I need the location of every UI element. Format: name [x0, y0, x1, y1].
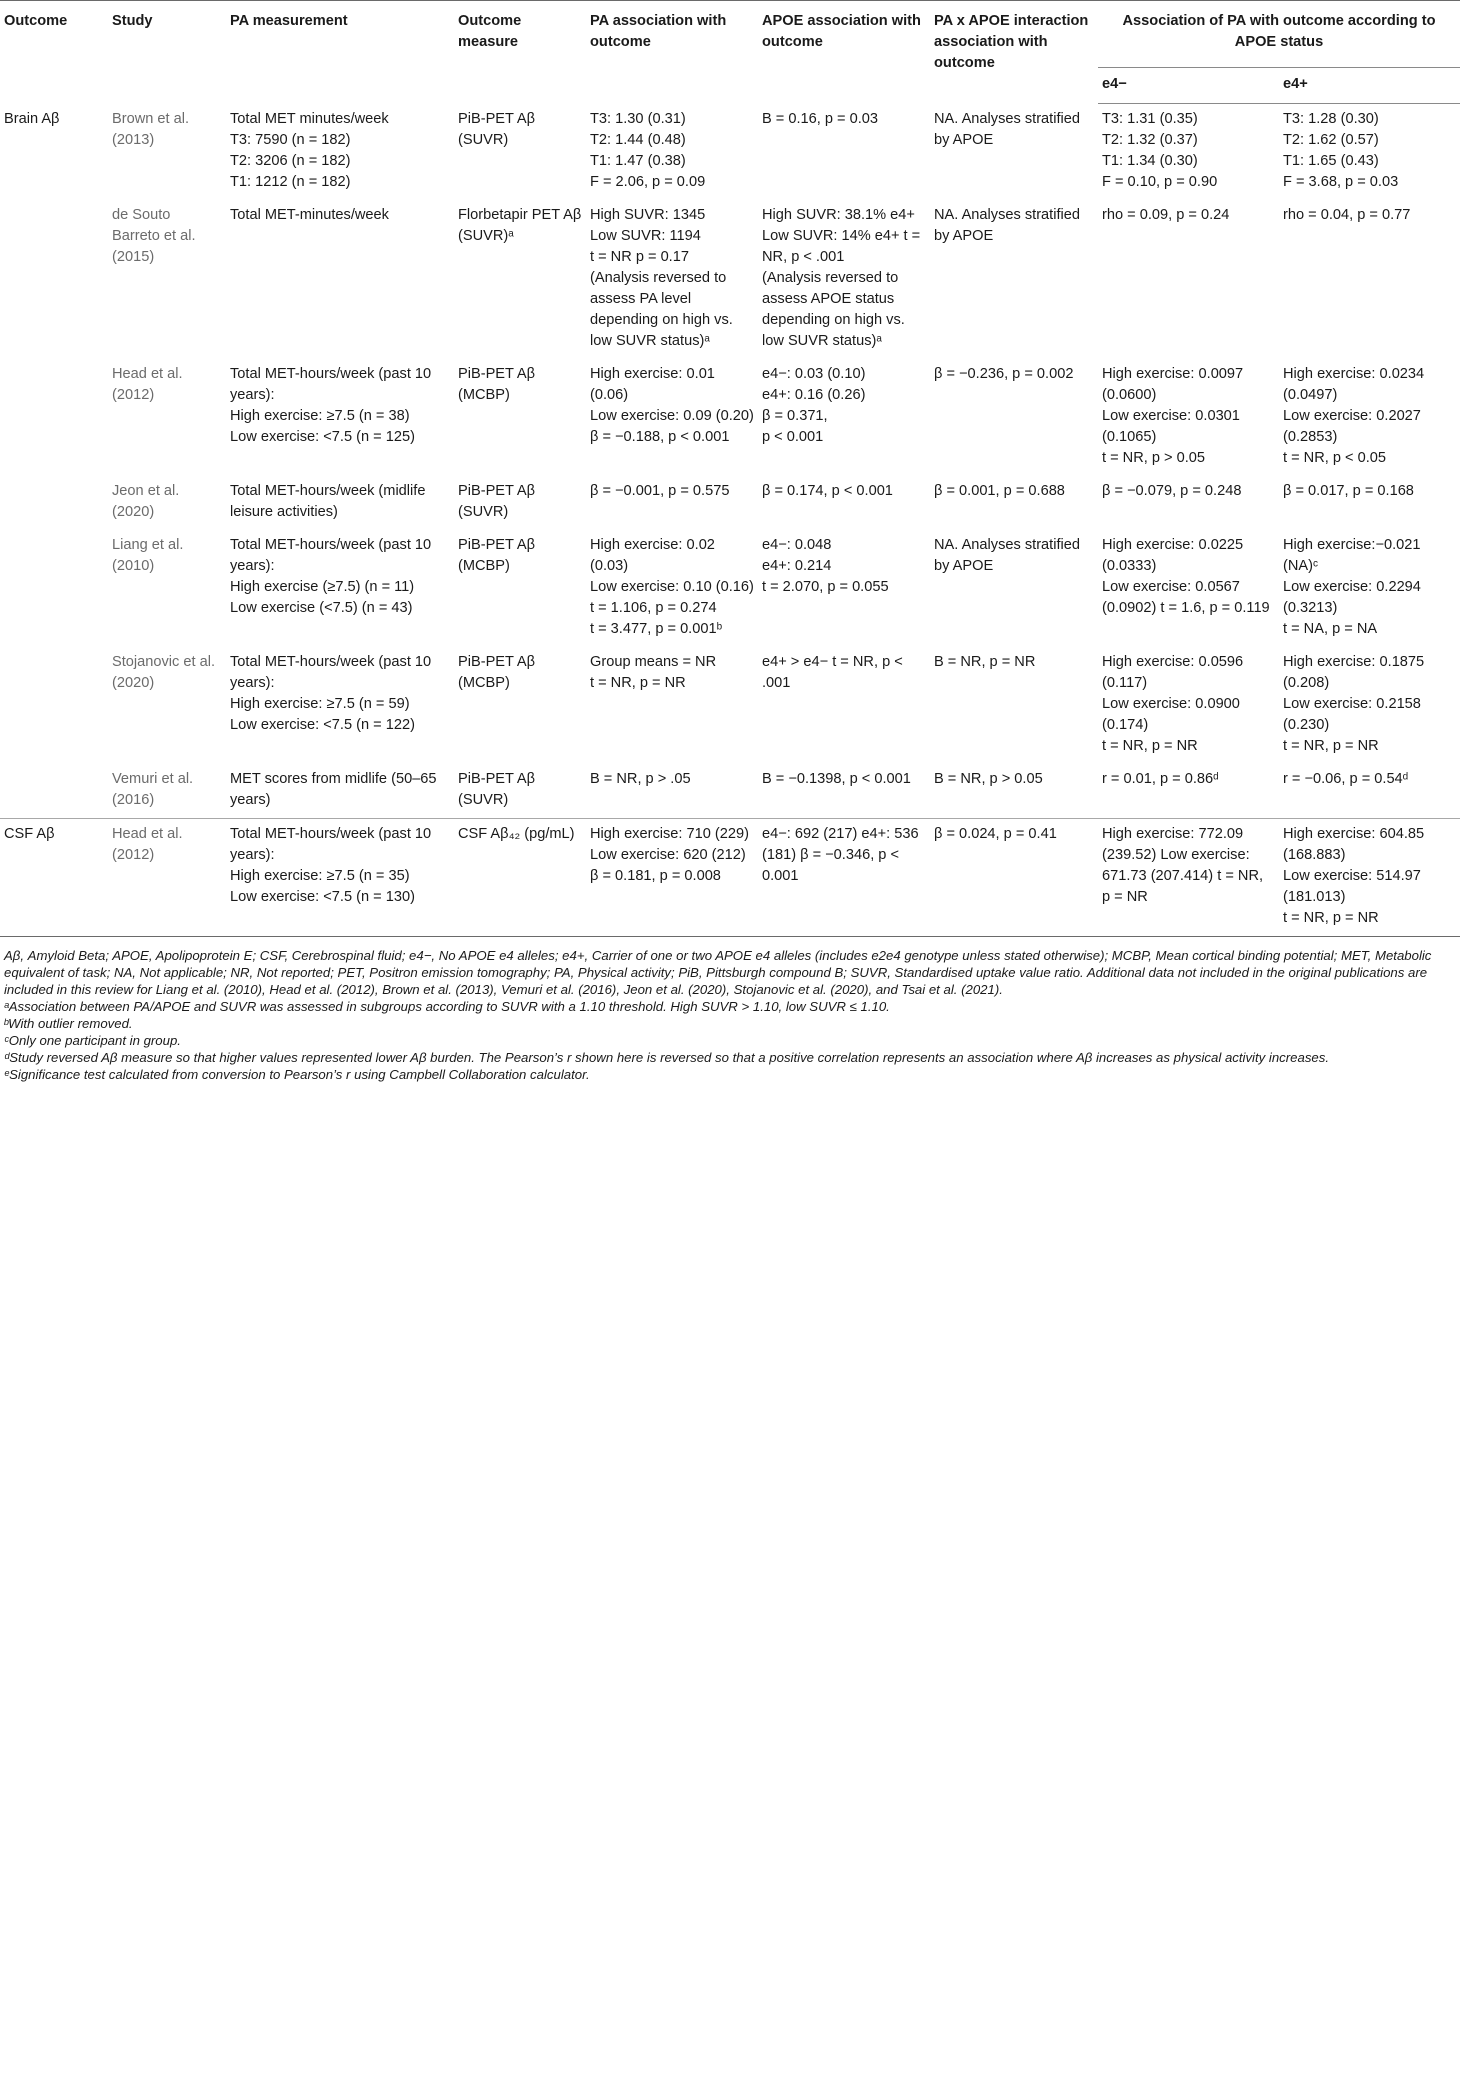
pa-measurement-cell: Total MET-minutes/week	[230, 207, 389, 223]
outcome-measure-cell: PiB-PET Aβ (SUVR)	[458, 110, 536, 148]
header-study: Study	[108, 1, 226, 104]
results-table	[0, 0, 1460, 937]
table-row	[0, 530, 1460, 647]
e4-negative-cell: rho = 0.09, p = 0.24	[1102, 207, 1230, 223]
study-cell: Liang et al. (2010)	[112, 537, 184, 574]
outcome-cell: Brain Aβ	[4, 110, 60, 127]
pa-measurement-cell: Total MET-hours/week (past 10 years): High exercise (≥7.5) (n = 11) Low exercise (<7.5) (n = 43)	[230, 537, 432, 616]
pa-measurement-cell: Total MET-hours/week (past 10 years): High exercise: ≥7.5 (n = 38) Low exercise: <7.5 (n = 125)	[230, 366, 432, 445]
header-pa-measurement: PA measurement	[226, 1, 454, 104]
e4-negative-cell: β = −0.079, p = 0.248	[1102, 483, 1242, 499]
pa-measurement-cell: Total MET-hours/week (past 10 years): High exercise: ≥7.5 (n = 35) Low exercise: <7.5 (n = 130)	[226, 819, 454, 937]
e4-positive-cell: High exercise: 0.0234 (0.0497) Low exercise: 0.2027 (0.2853) t = NR, p < 0.05	[1283, 366, 1425, 466]
pa-association-cell: High exercise: 0.01 (0.06) Low exercise: 0.09 (0.20) β = −0.188, p < 0.001	[590, 366, 754, 445]
pa-association-cell: High exercise: 0.02 (0.03) Low exercise: 0.10 (0.16) t = 1.106, p = 0.274 t = 3.477, p = 0.001ᵇ	[590, 537, 754, 637]
header-interaction: PA x APOE interaction association with outcome	[930, 1, 1098, 104]
header-outcome: Outcome	[0, 1, 108, 104]
pa-measurement-cell: Total MET minutes/week T3: 7590 (n = 182) T2: 3206 (n = 182) T1: 1212 (n = 182)	[230, 110, 389, 190]
interaction-cell: B = NR, p > 0.05	[934, 771, 1043, 787]
footnote-c: ᶜOnly one participant in group.	[4, 1033, 181, 1048]
study-cell: Brown et al. (2013)	[112, 110, 190, 148]
interaction-cell: β = 0.001, p = 0.688	[934, 483, 1065, 499]
e4-negative-cell: High exercise: 772.09 (239.52) Low exercise: 671.73 (207.414) t = NR, p = NR	[1098, 819, 1279, 937]
interaction-cell: β = 0.024, p = 0.41	[930, 819, 1098, 937]
apoe-association-cell: e4+ > e4− t = NR, p < .001	[762, 654, 903, 691]
outcome-cell	[0, 200, 108, 359]
outcome-cell	[0, 764, 108, 819]
e4-negative-cell: High exercise: 0.0596 (0.117) Low exercise: 0.0900 (0.174) t = NR, p = NR	[1102, 654, 1244, 754]
study-cell: Stojanovic et al. (2020)	[112, 654, 216, 691]
outcome-measure-cell: PiB-PET Aβ (MCBP)	[458, 654, 536, 691]
outcome-measure-cell: CSF Aβ₄₂ (pg/mL)	[454, 819, 586, 937]
e4-positive-cell: β = 0.017, p = 0.168	[1283, 483, 1414, 499]
table-row	[0, 104, 1460, 201]
outcome-cell	[0, 476, 108, 530]
pa-measurement-cell: Total MET-hours/week (past 10 years): High exercise: ≥7.5 (n = 59) Low exercise: <7.5 (n = 122)	[230, 654, 432, 733]
table-row	[0, 819, 1460, 937]
apoe-association-cell: e4−: 0.048 e4+: 0.214 t = 2.070, p = 0.055	[762, 537, 889, 595]
outcome-cell	[0, 530, 108, 647]
table-body	[0, 104, 1460, 937]
apoe-association-cell: B = 0.16, p = 0.03	[762, 110, 879, 127]
table-row	[0, 359, 1460, 476]
study-cell: de Souto Barreto et al. (2015)	[112, 207, 196, 265]
interaction-cell: NA. Analyses stratified by APOE	[934, 207, 1081, 244]
header-pa-association: PA association with outcome	[586, 1, 758, 104]
e4-positive-cell: r = −0.06, p = 0.54ᵈ	[1283, 771, 1409, 787]
interaction-cell: B = NR, p = NR	[934, 654, 1036, 670]
apoe-association-cell: e4−: 692 (217) e4+: 536 (181) β = −0.346, p < 0.001	[758, 819, 930, 937]
study-cell: Head et al. (2012)	[108, 819, 226, 937]
outcome-measure-cell: PiB-PET Aβ (SUVR)	[458, 771, 536, 808]
study-cell: Head et al. (2012)	[112, 366, 183, 403]
footnote-abbreviations: Aβ, Amyloid Beta; APOE, Apolipoprotein E; CSF, Cerebrospinal fluid; e4−, No APOE e4 alleles; e4+, Carrier of one or two APOE e4 alleles (includes e2e4 genotype unless stated otherwise); MCBP, Mean cortical binding potential; MET, Metabolic equivalent of task; NA, Not applicable; NR, Not reported; PET, Positron emission tomography; PA, Physical activity; PiB, Pittsburgh compound B; SUVR, Standardised uptake value ratio. Additional data not included in the original publications are included in this review for Liang et al. (2010), Head et al. (2012), Brown et al. (2013), Vemuri et al. (2016), Jeon et al. (2020), Stojanovic et al. (2020), and Tsai et al. (2021).	[4, 948, 1432, 997]
e4-positive-cell: High exercise: 604.85 (168.883) Low exercise: 514.97 (181.013) t = NR, p = NR	[1279, 819, 1460, 937]
apoe-association-cell: B = −0.1398, p < 0.001	[762, 771, 911, 787]
header-apoe-association: APOE association with outcome	[758, 1, 930, 104]
pa-measurement-cell: MET scores from midlife (50–65 years)	[230, 771, 437, 808]
pa-measurement-cell: Total MET-hours/week (midlife leisure activities)	[230, 483, 426, 520]
table-row	[0, 647, 1460, 764]
footnote-b: ᵇWith outlier removed.	[4, 1016, 133, 1031]
interaction-cell: NA. Analyses stratified by APOE	[934, 110, 1081, 148]
interaction-cell: β = −0.236, p = 0.002	[934, 366, 1074, 382]
table-footnotes	[0, 937, 1460, 1083]
table-row	[0, 476, 1460, 530]
apoe-association-cell: e4−: 0.03 (0.10) e4+: 0.16 (0.26) β = 0.371, p < 0.001	[762, 366, 866, 445]
e4-negative-cell: r = 0.01, p = 0.86ᵈ	[1102, 771, 1219, 787]
apoe-association-cell: High SUVR: 38.1% e4+ Low SUVR: 14% e4+ t = NR, p < .001 (Analysis reversed to assess APOE status depending on high vs. low SUVR status)ᵃ	[762, 207, 921, 349]
footnote-a: ᵃAssociation between PA/APOE and SUVR was assessed in subgroups according to SUVR with a 1.10 threshold. High SUVR > 1.10, low SUVR ≤ 1.10.	[4, 999, 890, 1014]
table-row	[0, 764, 1460, 819]
outcome-measure-cell: PiB-PET Aβ (SUVR)	[458, 483, 536, 520]
header-e4-negative: e4−	[1098, 68, 1279, 104]
apoe-association-cell: β = 0.174, p < 0.001	[762, 483, 893, 499]
outcome-cell	[0, 359, 108, 476]
e4-negative-cell: High exercise: 0.0225 (0.0333) Low exercise: 0.0567 (0.0902) t = 1.6, p = 0.119	[1102, 537, 1270, 616]
header-e4-positive: e4+	[1279, 68, 1460, 104]
pa-association-cell: Group means = NR t = NR, p = NR	[590, 654, 717, 691]
outcome-measure-cell: PiB-PET Aβ (MCBP)	[458, 537, 536, 574]
pa-association-cell: T3: 1.30 (0.31) T2: 1.44 (0.48) T1: 1.47 (0.38) F = 2.06, p = 0.09	[590, 110, 706, 190]
header-outcome-measure: Outcome measure	[454, 1, 586, 104]
header-by-apoe-status: Association of PA with outcome according to APOE status	[1098, 1, 1460, 68]
outcome-measure-cell: Florbetapir PET Aβ (SUVR)ᵃ	[458, 207, 582, 244]
table-row	[0, 200, 1460, 359]
outcome-cell: CSF Aβ	[0, 819, 108, 937]
e4-positive-cell: High exercise: 0.1875 (0.208) Low exercise: 0.2158 (0.230) t = NR, p = NR	[1283, 654, 1425, 754]
e4-positive-cell: T3: 1.28 (0.30) T2: 1.62 (0.57) T1: 1.65 (0.43) F = 3.68, p = 0.03	[1283, 111, 1399, 190]
footnote-e: ᵉSignificance test calculated from conversion to Pearson’s r using Campbell Collaboration calculator.	[4, 1067, 590, 1082]
outcome-cell	[0, 647, 108, 764]
study-cell: Vemuri et al. (2016)	[112, 771, 194, 808]
e4-positive-cell: rho = 0.04, p = 0.77	[1283, 207, 1411, 223]
study-cell: Jeon et al. (2020)	[112, 483, 180, 520]
footnote-d: ᵈStudy reversed Aβ measure so that higher values represented lower Aβ burden. The Pearson’s r shown here is reversed so that a positive correlation represents an association where Aβ increases as physical activity increases.	[4, 1050, 1330, 1065]
pa-association-cell: High exercise: 710 (229) Low exercise: 620 (212) β = 0.181, p = 0.008	[586, 819, 758, 937]
outcome-measure-cell: PiB-PET Aβ (MCBP)	[458, 366, 536, 403]
pa-association-cell: β = −0.001, p = 0.575	[590, 483, 730, 499]
pa-association-cell: B = NR, p > .05	[590, 771, 691, 787]
e4-negative-cell: T3: 1.31 (0.35) T2: 1.32 (0.37) T1: 1.34 (0.30) F = 0.10, p = 0.90	[1102, 111, 1218, 190]
e4-positive-cell: High exercise:−0.021 (NA)ᶜ Low exercise: 0.2294 (0.3213) t = NA, p = NA	[1283, 537, 1421, 637]
e4-negative-cell: High exercise: 0.0097 (0.0600) Low exercise: 0.0301 (0.1065) t = NR, p > 0.05	[1102, 366, 1244, 466]
pa-association-cell: High SUVR: 1345 Low SUVR: 1194 t = NR p = 0.17 (Analysis reversed to assess PA level depending on high vs. low SUVR status)ᵃ	[590, 207, 733, 349]
interaction-cell: NA. Analyses stratified by APOE	[934, 537, 1081, 574]
